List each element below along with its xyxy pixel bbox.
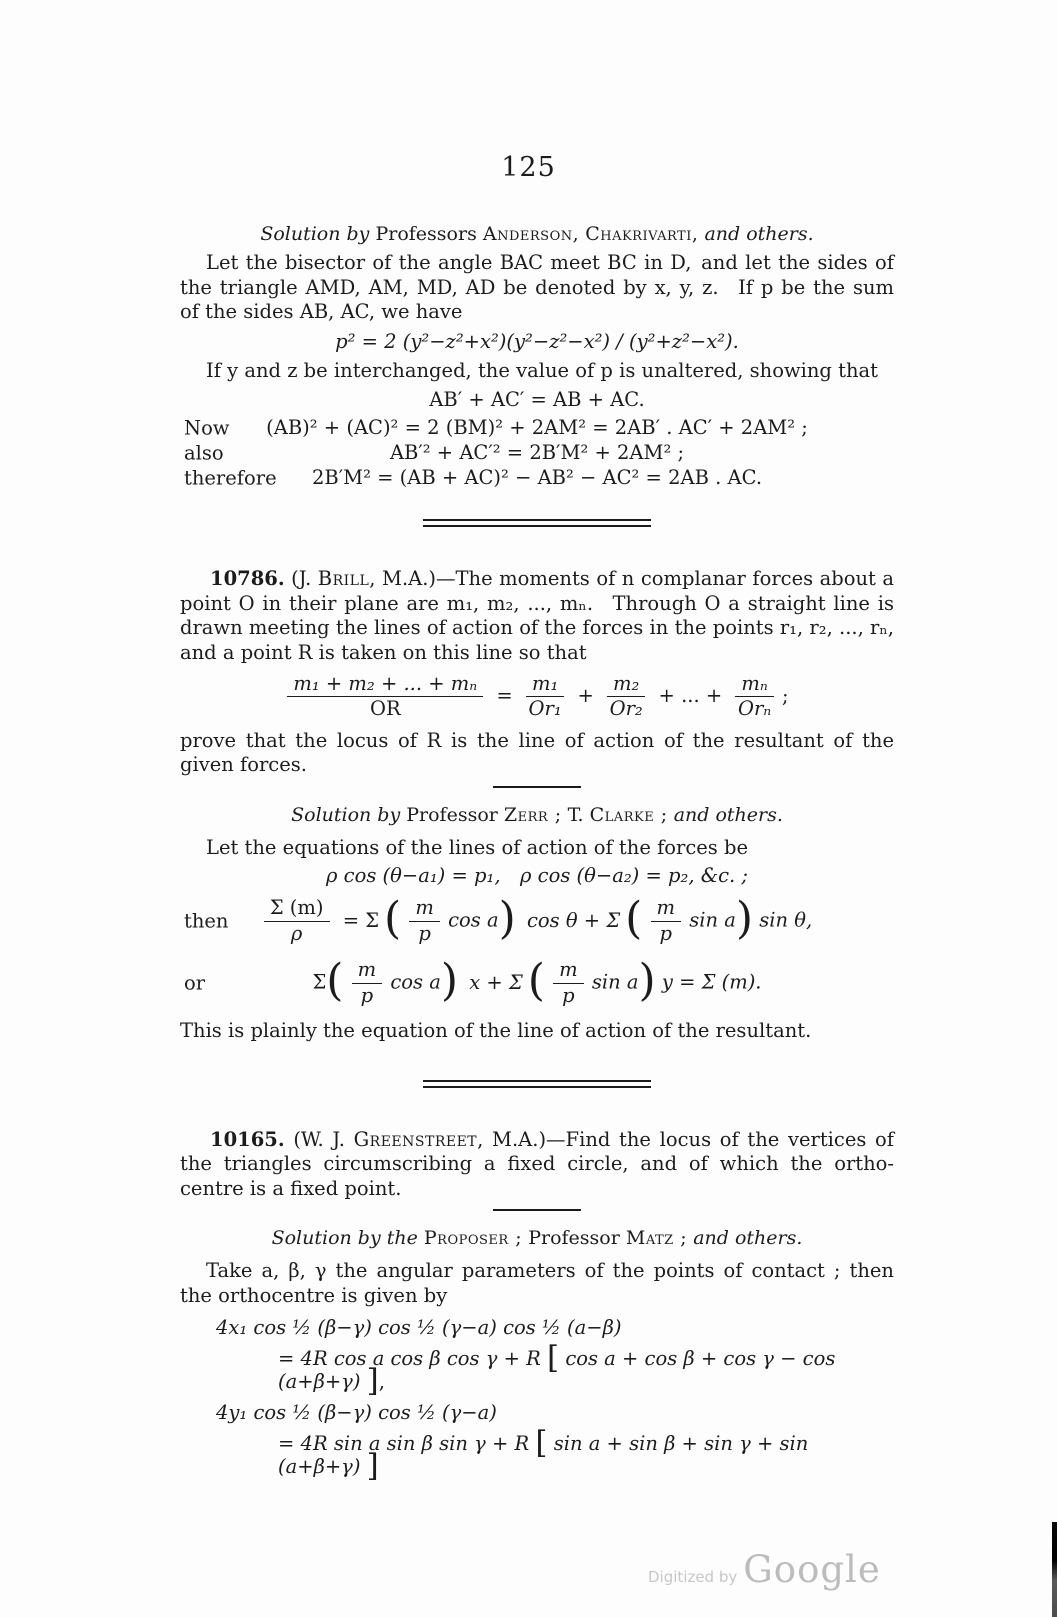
equation-or: or Σ( $\frac{m}{p}$ cos a) x + Σ ( $\frac{m}{p}$ sin a) y = Σ (m). xyxy=(184,955,762,1007)
fraction-term2: $\frac{\text{m₂}}{\text{Or₂}}$ xyxy=(605,673,647,721)
bracket-content: sin a + sin β + sin γ + sin (a+β+γ) xyxy=(278,1432,809,1479)
fraction-m-p: $\frac{m}{p}$ xyxy=(649,897,684,945)
problem-text: , M.A.)—The moments of n complanar forces about a point O in their plane are m₁, m₂, ..., mₙ. Through O a straight line is drawn meeting the lines of action of the forces in the points r₁, r₂, ..., rₙ, and a point R is taken on this line so that xyxy=(180,567,895,664)
equation-row-also xyxy=(180,441,894,464)
equation-ab-ac: AB′ + AC′ = AB + AC. xyxy=(429,388,645,411)
or-label: or xyxy=(184,971,206,995)
equation-p-squared: p² = 2 (y²−z²+x²)(y²−z²−x²) / (y²+z²−x²). xyxy=(335,329,739,353)
row-label: therefore xyxy=(184,466,277,489)
equation-then: then $\frac{\Sigma (m)}{\rho}$ = Σ ( $\frac{m}{p}$ cos a) cos θ + Σ ( $\frac{m}{p}$ sin a) sin θ, xyxy=(184,893,813,945)
google-logo: Google xyxy=(743,1548,881,1591)
problem-text: , M.A.)—Find the locus of the vertices of the triangles circumscribing a fixed circle, and of which the ortho-centre is a fixed point. xyxy=(180,1127,894,1200)
solver-name-clarke: Clarke ; xyxy=(589,803,668,826)
sin-a: sin a xyxy=(591,970,639,994)
rhs-lead: = 4R sin a sin β sin γ + R xyxy=(278,1432,530,1456)
professor-label: Professor xyxy=(406,803,498,826)
solution-by-label: Solution by xyxy=(291,803,401,826)
row-label: also xyxy=(184,441,224,464)
interchange-line: If y and z be interchanged, the value of p is unaltered, showing that xyxy=(206,358,878,382)
row-equation: 2B′M² = (AB + AC)² − AB² − AC² = 2AB . AC. xyxy=(311,466,763,489)
equation-4y1-rhs: = 4R sin a sin β sin γ + R [ sin a + sin β + sin γ + sin (a+β+γ) ] xyxy=(278,1424,809,1484)
solution-by-label: Solution by the xyxy=(271,1227,418,1250)
ellipsis-plus: + ... + xyxy=(658,684,723,708)
fraction-m-p: $\frac{m}{p}$ xyxy=(551,959,586,1007)
section-divider-double xyxy=(423,1080,651,1088)
bracket-content: cos a + cos β + cos γ − cos (a+β+γ) xyxy=(278,1347,836,1394)
mid-term: cos θ + Σ xyxy=(527,908,621,932)
equation-4y1: 4y₁ cos ½ (β−γ) cos ½ (γ−a) xyxy=(216,1401,497,1425)
initial-t: T. xyxy=(567,803,584,826)
problem-10786-statement xyxy=(180,567,894,665)
fraction-term1: $\frac{\text{m₁}}{\text{Or₁}}$ xyxy=(524,673,566,721)
equation-row-now xyxy=(180,416,894,439)
and-others-label: and others. xyxy=(673,803,783,826)
problem-number: 10786. xyxy=(210,567,285,590)
fraction-m-p: $\frac{m}{p}$ xyxy=(407,897,442,945)
zerr-intro: Let the equations of the lines of action of the forces be xyxy=(206,835,749,859)
fraction-sigma-m-rho: $\frac{\Sigma (m)}{\rho}$ xyxy=(262,897,332,945)
solver-name-chakrivarti: Chakrivarti, xyxy=(585,223,699,245)
prove-paragraph: prove that the locus of R is the line of action of the resultant of the given forces. xyxy=(180,728,894,777)
section-divider-double xyxy=(423,519,651,527)
scan-edge-artifact xyxy=(1052,1522,1057,1617)
row-equation: AB′² + AC′² = 2B′M² + 2AM² ; xyxy=(389,441,685,464)
solution-anderson-header xyxy=(180,223,894,245)
fraction-termn: $\frac{\text{mₙ}}{\text{Orₙ}}$ xyxy=(733,673,775,721)
tail-term: sin θ, xyxy=(759,908,813,932)
sigma-lead: Σ xyxy=(312,970,327,994)
fraction-lhs: $\frac{\text{m₁ + m₂ + ... + mₙ}}{OR}$ xyxy=(285,673,485,721)
plus-sign: + xyxy=(577,684,594,708)
row-label: Now xyxy=(184,416,230,439)
rhs-lead: = 4R cos a cos β cos γ + R xyxy=(278,1347,541,1371)
semicolon: ; xyxy=(782,684,789,708)
page-number: 125 xyxy=(501,152,556,183)
author-name-brill: Brill xyxy=(317,567,370,590)
equals-sign: = xyxy=(496,684,513,708)
solution-matz-header xyxy=(180,1227,894,1249)
tail-term: y = Σ (m). xyxy=(661,970,762,994)
section-divider-short xyxy=(493,1209,581,1211)
digitized-by-label: Digitized by xyxy=(648,1568,738,1586)
matz-intro: Take a, β, γ the angular parameters of the points of contact ; then the orthocentre is given by xyxy=(180,1259,894,1307)
professors-label: Professors xyxy=(375,223,477,245)
fraction-m-p: $\frac{m}{p}$ xyxy=(350,959,385,1007)
google-watermark xyxy=(648,1548,881,1591)
and-others-label: and others. xyxy=(704,223,814,245)
solution-anderson-paragraph: Let the bisector of the angle BAC meet BC in D, and let the sides of the triangle AMD, AM, MD, AD be denoted by x, y, z. If p be the sum of the sides AB, AC, we have xyxy=(180,251,894,323)
and-others-label: and others. xyxy=(693,1227,803,1250)
author-name-greenstreet: Greenstreet xyxy=(353,1127,478,1151)
equals-sigma: = Σ xyxy=(342,908,380,932)
mid-term: x + Σ xyxy=(469,970,523,994)
cos-a: cos a xyxy=(390,970,441,994)
solution-by-label: Solution by xyxy=(260,223,370,245)
equation-4x1-rhs: = 4R cos a cos β cos γ + R [ cos a + cos β + cos γ − cos (a+β+γ) ], xyxy=(278,1339,836,1399)
zerr-closing: This is plainly the equation of the line of action of the resultant. xyxy=(180,1019,812,1043)
solver-name-matz: Matz ; xyxy=(625,1227,688,1250)
equation-row-therefore xyxy=(180,466,894,489)
sin-a: sin a xyxy=(689,908,736,932)
solver-name-zerr: Zerr ; xyxy=(503,803,562,826)
solver-name-proposer: Proposer ; xyxy=(423,1227,523,1250)
cos-a: cos a xyxy=(448,908,499,932)
attribution-pre: (W. J. xyxy=(293,1127,354,1151)
comma: , xyxy=(378,1370,385,1394)
problem-number: 10165. xyxy=(210,1127,285,1151)
section-divider-short xyxy=(493,786,581,788)
equation-4x1: 4x₁ cos ½ (β−γ) cos ½ (γ−a) cos ½ (a−β) xyxy=(216,1316,622,1340)
solver-name-anderson: Anderson, xyxy=(482,223,580,245)
equation-10786 xyxy=(180,673,894,721)
problem-10165-statement xyxy=(180,1128,894,1202)
attribution-pre: (J. xyxy=(291,567,318,590)
text-block xyxy=(180,223,895,1484)
professor-label: Professor xyxy=(528,1227,620,1250)
then-label: then xyxy=(184,909,229,933)
equation-rho: ρ cos (θ−a₁) = p₁, ρ cos (θ−a₂) = p₂, &c. ; xyxy=(326,864,748,888)
solution-zerr-header xyxy=(180,804,894,826)
row-equation: (AB)² + (AC)² = 2 (BM)² + 2AM² = 2AB′ . AC′ + 2AM² ; xyxy=(266,416,808,439)
